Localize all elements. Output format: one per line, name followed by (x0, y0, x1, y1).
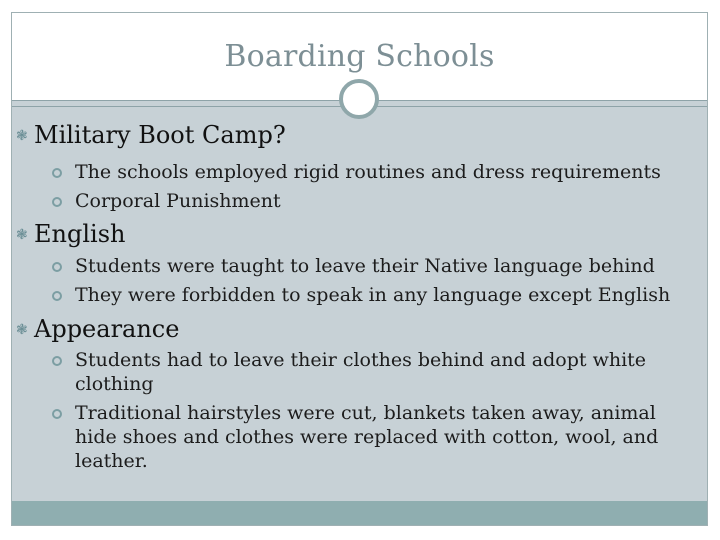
list-item (52, 254, 692, 278)
slide (11, 12, 708, 526)
list-item (52, 160, 692, 184)
list-item-text: They were forbidden to speak in any language except English (75, 284, 671, 306)
circle-ornament-icon (339, 79, 379, 119)
section-heading-text: Appearance (34, 315, 180, 343)
ring-bullet-icon (52, 168, 62, 178)
bullet-icon: ❃ (16, 227, 28, 243)
bullet-icon: ❃ (16, 322, 28, 338)
section-heading (16, 220, 125, 248)
list-item (52, 401, 692, 473)
ring-bullet-icon (52, 291, 62, 301)
list-item-text: Students had to leave their clothes behind and adopt white clothing (75, 349, 647, 395)
bullet-icon: ❃ (16, 128, 28, 144)
list-item-text: Traditional hairstyles were cut, blankets taken away, animal hide shoes and clothes were replaced with cotton, wool, and leather. (75, 402, 659, 472)
section-heading-text: Military Boot Camp? (34, 121, 286, 149)
slide-title: Boarding Schools (224, 39, 495, 74)
section-heading-text: English (34, 220, 126, 248)
list-item (52, 348, 692, 396)
section-heading (16, 315, 179, 343)
ring-bullet-icon (52, 409, 62, 419)
ring-bullet-icon (52, 356, 62, 366)
list-item-text: The schools employed rigid routines and dress requirements (75, 161, 661, 183)
list-item (52, 189, 692, 213)
ring-bullet-icon (52, 197, 62, 207)
list-item-text: Corporal Punishment (75, 190, 281, 212)
section-heading (16, 121, 286, 149)
ring-bullet-icon (52, 262, 62, 272)
footer-bar (12, 501, 707, 525)
list-item-text: Students were taught to leave their Native language behind (75, 255, 655, 277)
list-item (52, 283, 692, 307)
